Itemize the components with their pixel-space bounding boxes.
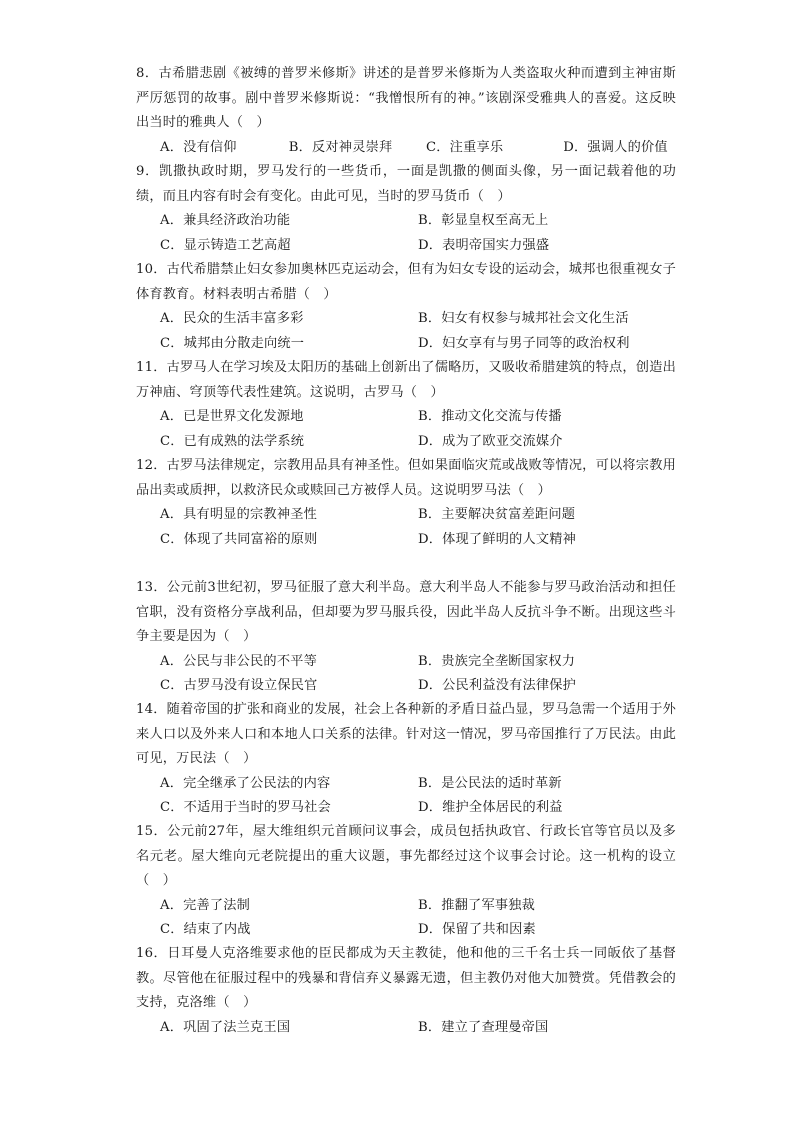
question-stem: 13．公元前3世纪初，罗马征服了意大利半岛。意大利半岛人不能参与罗马政治活动和担任官职，没有资格分享战利品，但却要为罗马服兵役，因此半岛人反抗斗争不断。出现这些斗争主要是因为（ ） <box>136 580 676 644</box>
question-12 <box>136 454 676 552</box>
option-b: B．是公民法的适时革新 <box>418 775 562 791</box>
option-a: A．没有信仰 <box>160 139 237 155</box>
option-d: D．公民利益没有法律保护 <box>418 678 577 693</box>
question-14 <box>136 698 676 821</box>
question-16 <box>136 942 676 1040</box>
options <box>136 307 676 356</box>
option-d: D．维护全体居民的利益 <box>418 800 563 815</box>
option-c: C．不适用于当时的罗马社会 <box>160 800 331 815</box>
option-d: D．成为了欧亚交流媒介 <box>418 433 563 449</box>
question-stem: 12．古罗马法律规定，宗教用品具有神圣性。但如果面临灾荒或战败等情况，可以将宗教用品出卖或质押，以救济民众或赎回己方被俘人员。这说明罗马法（ ） <box>136 458 676 498</box>
option-d: D．保留了共和因素 <box>418 922 536 937</box>
option-c: C．注重享乐 <box>426 139 504 155</box>
question-8 <box>136 62 676 160</box>
option-b: B．推动文化交流与传播 <box>418 409 562 424</box>
question-stem: 11．古罗马人在学习埃及太阳历的基础上创新出了儒略历，又吸收希腊建筑的特点，创造出万神庙、穹顶等代表性建筑。这说明，古罗马（ ） <box>136 360 676 400</box>
options <box>136 894 676 943</box>
option-b: B．推翻了军事独裁 <box>418 897 535 913</box>
options <box>136 650 676 699</box>
options <box>136 503 676 552</box>
option-a: A．公民与非公民的不平等 <box>160 653 317 669</box>
option-a: A．完善了法制 <box>160 897 251 913</box>
options <box>136 136 676 161</box>
option-c: C．已有成熟的法学系统 <box>160 433 305 449</box>
question-stem: 16．日耳曼人克洛维要求他的臣民都成为天主教徒，他和他的三千名士兵一同皈依了基督教。尽管他在征服过程中的残暴和背信弃义暴露无遗，但主教仍对他大加赞赏。凭借教会的支持，克洛维（ ） <box>136 946 676 1010</box>
option-b: B．贵族完全垄断国家权力 <box>418 653 576 669</box>
option-d: D．体现了鲜明的人文精神 <box>418 531 577 547</box>
option-d: D．妇女享有与男子同等的政治权利 <box>418 335 630 351</box>
question-10 <box>136 258 676 356</box>
option-a: A．民众的生活丰富多彩 <box>160 311 304 326</box>
options <box>136 209 676 258</box>
options <box>136 1016 676 1041</box>
option-c: C．显示铸造工艺高超 <box>160 237 291 253</box>
question-stem: 14．随着帝国的扩张和商业的发展，社会上各种新的矛盾日益凸显，罗马急需一个适用于外来人口以及外来人口和本地人口关系的法律。针对这一情况，罗马帝国推行了万民法。由此可见，万民法（ ） <box>136 702 676 766</box>
option-b: B．反对神灵崇拜 <box>288 139 393 155</box>
option-b: B．主要解决贫富差距问题 <box>418 507 576 522</box>
option-a: A．兼具经济政治功能 <box>160 213 291 228</box>
question-stem: 8．古希腊悲剧《被缚的普罗米修斯》讲述的是普罗米修斯为人类盗取火种而遭到主神宙斯严厉惩罚的故事。剧中普罗米修斯说：“我憎恨所有的神。”该剧深受雅典人的喜爱。这反映出当时的雅典人（ ） <box>136 66 676 130</box>
options <box>136 772 676 821</box>
option-c: C．古罗马没有设立保民官 <box>160 678 318 693</box>
option-b: B．妇女有权参与城邦社会文化生活 <box>418 311 629 326</box>
question-15 <box>136 820 676 943</box>
option-a: A．已是世界文化发源地 <box>160 409 304 424</box>
option-a: A．具有明显的宗教神圣性 <box>160 507 317 522</box>
question-9 <box>136 160 676 258</box>
option-c: C．结束了内战 <box>160 922 251 937</box>
option-c: C．体现了共同富裕的原则 <box>160 531 318 547</box>
options <box>136 405 676 454</box>
option-d: D．强调人的价值 <box>563 139 668 155</box>
option-b: B．彰显皇权至高无上 <box>418 213 549 228</box>
question-stem: 10．古代希腊禁止妇女参加奥林匹克运动会，但有为妇女专设的运动会，城邦也很重视女子体育教育。材料表明古希腊（ ） <box>136 262 676 302</box>
option-d: D．表明帝国实力强盛 <box>418 237 550 253</box>
option-a: A．完全继承了公民法的内容 <box>160 775 331 791</box>
question-11 <box>136 356 676 454</box>
option-b: B．建立了查理曼帝国 <box>418 1019 549 1035</box>
question-13 <box>136 576 676 699</box>
option-a: A．巩固了法兰克王国 <box>160 1019 291 1035</box>
question-stem: 15．公元前27年，屋大维组织元首顾问议事会，成员包括执政官、行政长官等官员以及多名元老。屋大维向元老院提出的重大议题，事先都经过这个议事会讨论。这一机构的设立（ ） <box>136 824 676 888</box>
option-c: C．城邦由分散走向统一 <box>160 335 305 351</box>
question-stem: 9．凯撒执政时期，罗马发行的一些货币，一面是凯撒的侧面头像，另一面记载着他的功绩，而且内容有时会有变化。由此可见，当时的罗马货币（ ） <box>136 164 676 204</box>
